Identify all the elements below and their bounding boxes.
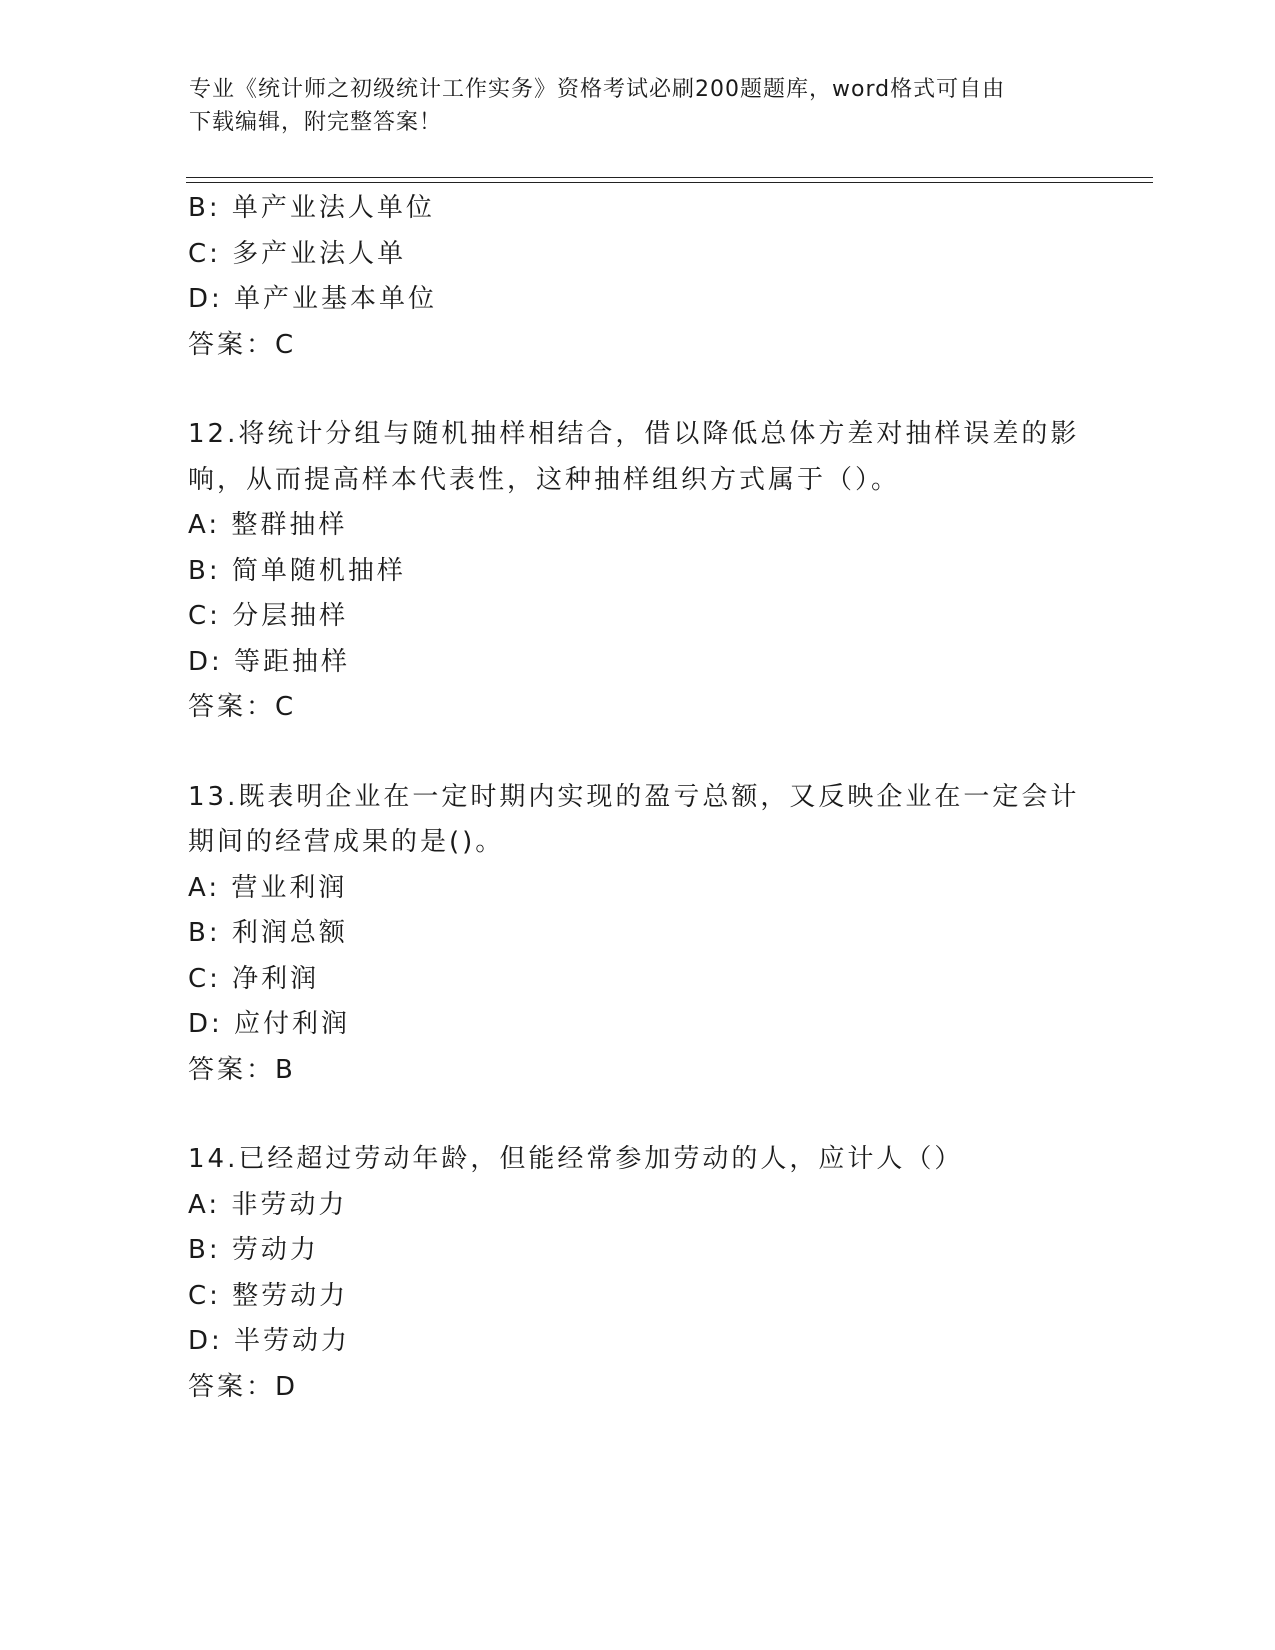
answer-line: 答案：D <box>188 1371 299 1402</box>
stem-line: 响，从而提高样本代表性，这种抽样组织方式属于（）。 <box>188 464 901 495</box>
stem-line: 12.将统计分组与随机抽样相结合，借以降低总体方差对抽样误差的影 <box>188 419 1080 449</box>
option-d: D: 单产业基本单位 <box>188 284 438 314</box>
option-a: A: 整群抽样 <box>188 510 348 540</box>
option-b: B: 简单随机抽样 <box>188 555 406 586</box>
answer-line: 答案：C <box>188 329 297 360</box>
question-13 <box>188 775 1088 1094</box>
question-12 <box>188 412 1088 731</box>
question-stem <box>188 1137 1088 1183</box>
option-c: C: 多产业法人单 <box>188 238 407 269</box>
option-d: D: 应付利润 <box>188 1009 351 1039</box>
question-fragment <box>188 186 1088 368</box>
option-c: C: 净利润 <box>188 963 320 994</box>
option-b: B: 劳动力 <box>188 1235 319 1265</box>
stem-line: 13.既表明企业在一定时期内实现的盈亏总额，又反映企业在一定会计 <box>188 781 1080 812</box>
question-stem <box>188 412 1088 503</box>
option-b: B: 单产业法人单位 <box>188 193 435 223</box>
document-header <box>189 73 1089 139</box>
option-a: A: 营业利润 <box>188 872 348 903</box>
header-line-2: 下载编辑，附完整答案！ <box>189 110 443 135</box>
question-14 <box>188 1137 1088 1410</box>
option-a: A: 非劳动力 <box>188 1189 348 1220</box>
option-d: D: 等距抽样 <box>188 646 351 677</box>
header-rule-bottom <box>186 182 1153 183</box>
question-list <box>188 186 1088 1410</box>
question-stem <box>188 775 1088 866</box>
option-d: D: 半劳动力 <box>188 1326 351 1356</box>
answer-line: 答案：C <box>188 692 297 722</box>
header-rule-top <box>186 177 1153 178</box>
stem-line: 期间的经营成果的是()。 <box>188 827 505 857</box>
option-b: B: 利润总额 <box>188 918 348 948</box>
stem-line: 14.已经超过劳动年龄，但能经常参加劳动的人，应计人（） <box>188 1144 964 1174</box>
option-c: C: 整劳动力 <box>188 1280 349 1311</box>
answer-line: 答案：B <box>188 1054 296 1085</box>
header-line-1: 专业《统计师之初级统计工作实务》资格考试必刷200题题库，word格式可自由 <box>189 77 1006 102</box>
option-c: C: 分层抽样 <box>188 601 349 631</box>
